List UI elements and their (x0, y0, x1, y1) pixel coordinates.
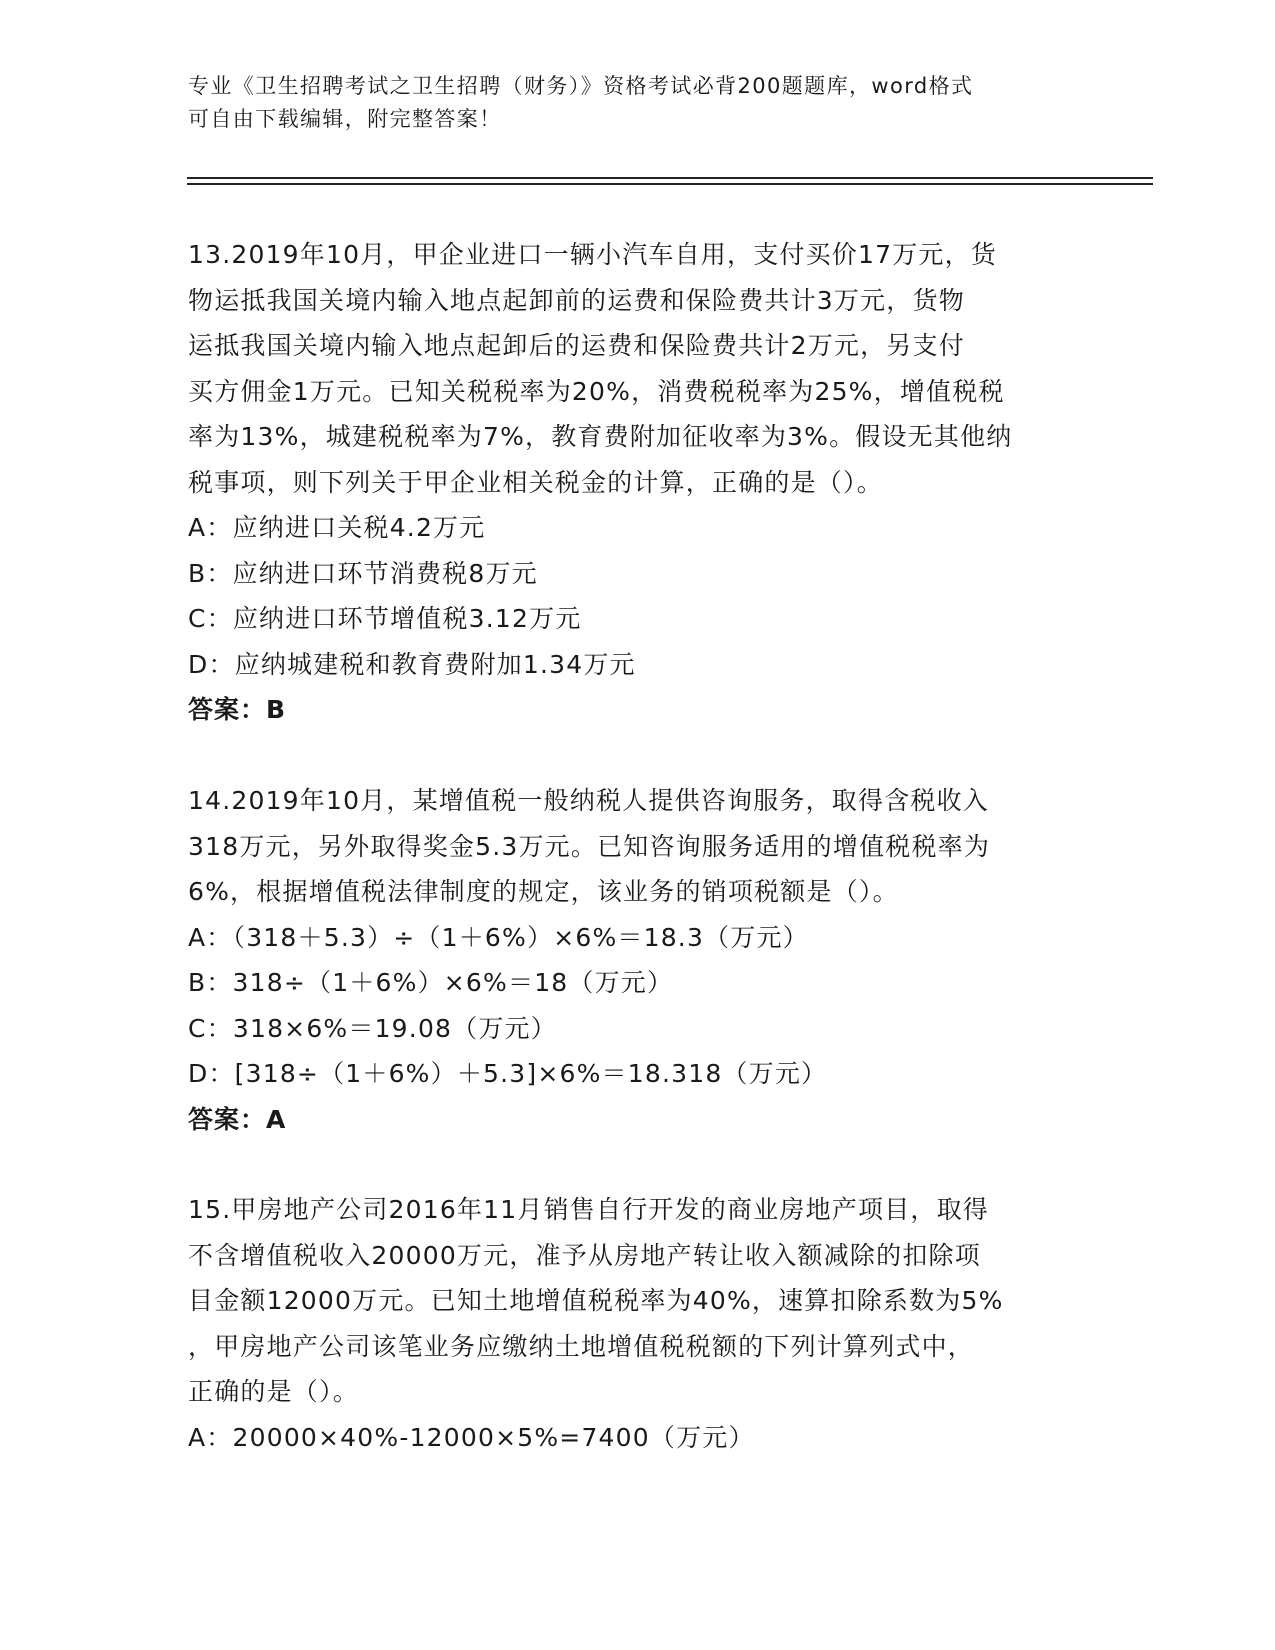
question-stem-line: 318万元，另外取得奖金5.3万元。已知咨询服务适用的增值税税率为 (188, 831, 991, 861)
question-stem-line: 率为13%，城建税税率为7%，教育费附加征收率为3%。假设无其他纳 (188, 422, 1013, 451)
option-a: A：应纳进口关税4.2万元 (188, 513, 486, 542)
question-stem-line: 15.甲房地产公司2016年11月销售自行开发的商业房地产项目，取得 (188, 1195, 989, 1224)
question-stem-line: 正确的是（）。 (188, 1377, 359, 1406)
question-stem-line: 物运抵我国关境内输入地点起卸前的运费和保险费共计3万元，货物 (188, 285, 965, 315)
header-divider-top (187, 177, 1153, 179)
option-c: C：318×6%＝19.08（万元） (188, 1013, 557, 1043)
header-title-line-1: 专业《卫生招聘考试之卫生招聘（财务）》资格考试必背200题题库，word格式 (188, 74, 974, 98)
option-d: D：应纳城建税和教育费附加1.34万元 (188, 649, 636, 679)
question-stem-line: 13.2019年10月，甲企业进口一辆小汽车自用，支付买价17万元，货 (188, 240, 998, 269)
answer: 答案：B (188, 695, 287, 724)
answer: 答案：A (188, 1104, 287, 1134)
question-stem-line: 税事项，则下列关于甲企业相关税金的计算，正确的是（）。 (188, 467, 883, 497)
option-b: B：318÷（1＋6%）×6%＝18（万元） (188, 968, 674, 997)
question-14 (188, 778, 1088, 1142)
question-stem-line: 6%，根据增值税法律制度的规定，该业务的销项税额是（）。 (188, 877, 899, 906)
document-header (188, 70, 1088, 136)
question-15 (188, 1187, 1088, 1460)
option-d: D：[318÷（1＋6%）＋5.3]×6%＝18.318（万元） (188, 1059, 828, 1088)
question-13 (188, 232, 1088, 733)
question-stem-line: 不含增值税收入20000万元，准予从房地产转让收入额减除的扣除项 (188, 1240, 981, 1270)
option-a: A：20000×40%-12000×5%=7400（万元） (188, 1422, 755, 1452)
question-stem-line: 目金额12000万元。已知土地增值税税率为40%，速算扣除系数为5% (188, 1286, 1004, 1315)
option-b: B：应纳进口环节消费税8万元 (188, 558, 538, 588)
option-c: C：应纳进口环节增值税3.12万元 (188, 604, 582, 633)
option-a: A：（318＋5.3）÷（1＋6%）×6%＝18.3（万元） (188, 922, 809, 952)
question-stem-line: 14.2019年10月，某增值税一般纳税人提供咨询服务，取得含税收入 (188, 786, 989, 815)
question-stem-line: 运抵我国关境内输入地点起卸后的运费和保险费共计2万元，另支付 (188, 331, 965, 360)
question-stem-line: 买方佣金1万元。已知关税税率为20%，消费税税率为25%，增值税税 (188, 376, 1005, 406)
header-title-line-2: 可自由下载编辑，附完整答案！ (188, 107, 502, 131)
question-stem-line: ，甲房地产公司该笔业务应缴纳土地增值税税额的下列计算列式中， (188, 1331, 975, 1361)
header-divider-bottom (187, 183, 1153, 185)
